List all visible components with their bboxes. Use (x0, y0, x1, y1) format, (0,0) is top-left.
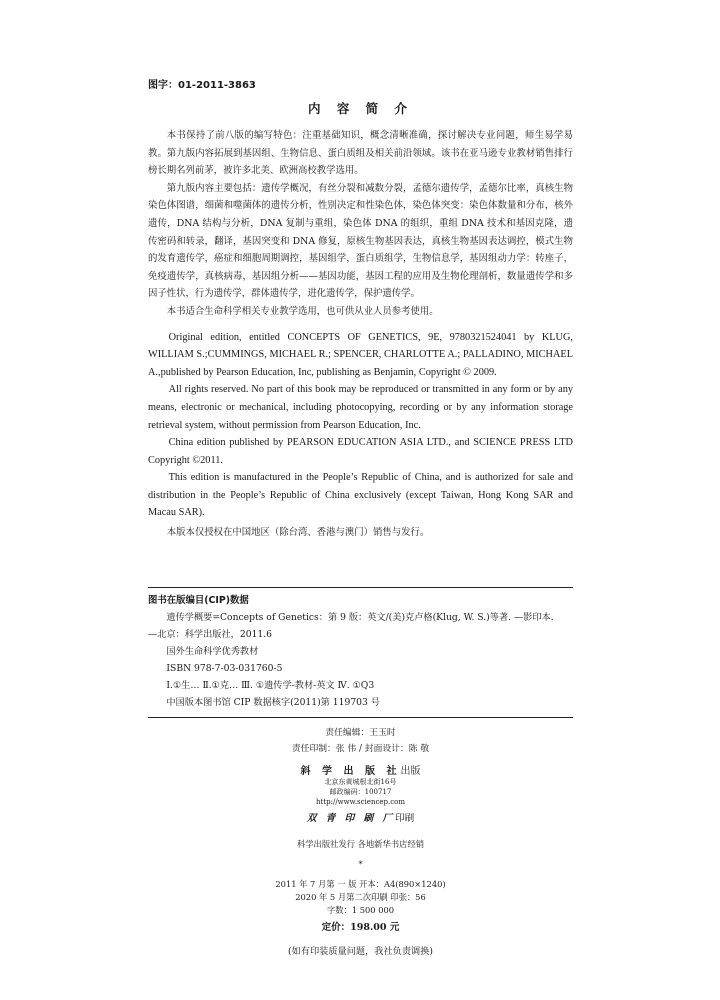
reprint-line: 2020 年 5 月第二次印刷 印张：56 (295, 892, 426, 902)
publisher-address: 北京东黄城根北街16号 (324, 778, 397, 786)
word-count: 字数：1 500 000 (326, 905, 395, 915)
english-notice (148, 329, 573, 523)
cip-series: 国外生命科学优秀教材 (166, 646, 259, 657)
authorization-paragraph: 本版本仅授权在中国地区（除台湾、香港与澳门）销售与发行。 (166, 527, 430, 539)
contents-paragraph: 第九版内容主要包括：遗传学概况，有丝分裂和减数分裂，孟德尔遗传学，孟德尔比率，真核生物染色体图谱，细菌和噬菌体的遗传分析，性别决定和性染色体，染色体突变：染色体数量和分布，核外遗传，DNA 结构与分析，DNA 复制与重组，染色体 DNA 的组织，重组 DNA 技术和基因克隆，遗传密码和转录，翻译，基因突变和 DNA 修复，原核生物基因表达，真核生物基因表达调控，模式生物的发育遗传学，癌症和细胞周期调控，基因组学，蛋白质组学，生物信息学，基因组动力学：转座子，免疫遗传学，真核病毒，基因组分析——基因功能，基因工程的应用及生物伦理剖析，数量遗传学和多因子性状，行为遗传学，群体遗传学，进化遗传学，保护遗传学。 (148, 182, 573, 300)
cip-classification: Ⅰ.①生… Ⅱ.①克… Ⅲ. ①遗传学-教材-英文 Ⅳ. ①Q3 (166, 680, 375, 691)
print-and-design-credits: 责任印制：张 伟 / 封面设计：陈 敬 (291, 744, 430, 754)
cip-title: 图书在版编目(CIP)数据 (148, 595, 249, 606)
summary-title: 内 容 简 介 (307, 101, 414, 116)
printer-suffix: 印刷 (395, 813, 415, 824)
publisher-name: 斜 学 出 版 社 (300, 766, 401, 777)
publisher (148, 762, 573, 777)
cip-entry-line: —北京：科学出版社，2011.6 (148, 629, 273, 640)
cip-block (148, 587, 573, 718)
printer (148, 810, 573, 824)
publisher-postcode: 邮政编码：100717 (329, 788, 392, 796)
publisher-website: http://www.sciencep.com (315, 798, 405, 806)
rights-paragraph: All rights reserved. No part of this book may be reproduced or transmitted in any form or by any means, electronic or mechanical, including photocopying, recording or by any information storage retrieval system, without permission from Pearson Education, Inc. (148, 384, 573, 431)
responsible-editor: 责任编辑：王玉时 (325, 728, 396, 738)
audience-paragraph: 本书适合生命科学相关专业教学选用，也可供从业人员参考使用。 (166, 305, 439, 317)
distribution-paragraph: This edition is manufactured in the People’s Republic of China, and is authorized for sale and distribution in the People’s Republic of China exclusively (except Taiwan, Hong Kong SAR and Macau SAR). (148, 472, 573, 519)
price: 定价：198.00 元 (321, 922, 400, 933)
copyright-page (148, 76, 573, 542)
imprint-block (148, 725, 573, 966)
edition-line: 2011 年 7 月第 一 版 开本：A4(890×1240) (275, 879, 446, 889)
summary-paragraph: 本书保持了前八版的编写特色：注重基础知识，概念清晰准确，探讨解决专业问题，师生易学易教。第九版内容拓展到基因组、生物信息、蛋白质组及相关前沿领域。该书在亚马逊专业教材销售排行榜长期名列前茅，被许多北美、欧洲高校教学选用。 (148, 130, 573, 177)
cip-number: 中国版本图书馆 CIP 数据核字(2011)第 119703 号 (166, 697, 380, 708)
china-edition-paragraph: China edition published by PEARSON EDUCATION ASIA LTD., and SCIENCE PRESS LTD Copyright ©2011. (148, 437, 573, 466)
quality-notice: (如有印装质量问题，我社负责调换) (288, 945, 433, 957)
cip-entry-line: 遗传学概要=Concepts of Genetics：第 9 版：英文/(美)克卢格(Klug, W. S.)等著. —影印本. (166, 612, 554, 623)
separator-mark: * (358, 860, 363, 869)
cip-isbn: ISBN 978-7-03-031760-5 (166, 663, 283, 674)
printer-name: 双 青 印 刷 厂 (306, 813, 396, 824)
publisher-suffix: 出版 (400, 766, 421, 777)
registration-number: 图字：01-2011-3863 (148, 80, 256, 91)
distribution-line: 科学出版社发行 各地新华书店经销 (296, 839, 425, 849)
original-edition-paragraph: Original edition, entitled CONCEPTS OF GENETICS, 9E, 9780321524041 by KLUG, WILLIAM S.;CUMMINGS, MICHAEL R.; SPENCER, CHARLOTTE A.; PALLADINO, MICHAEL A.,published by Pearson Education, Inc, publishing as Benjamin, Copyright © 2009. (148, 331, 573, 378)
